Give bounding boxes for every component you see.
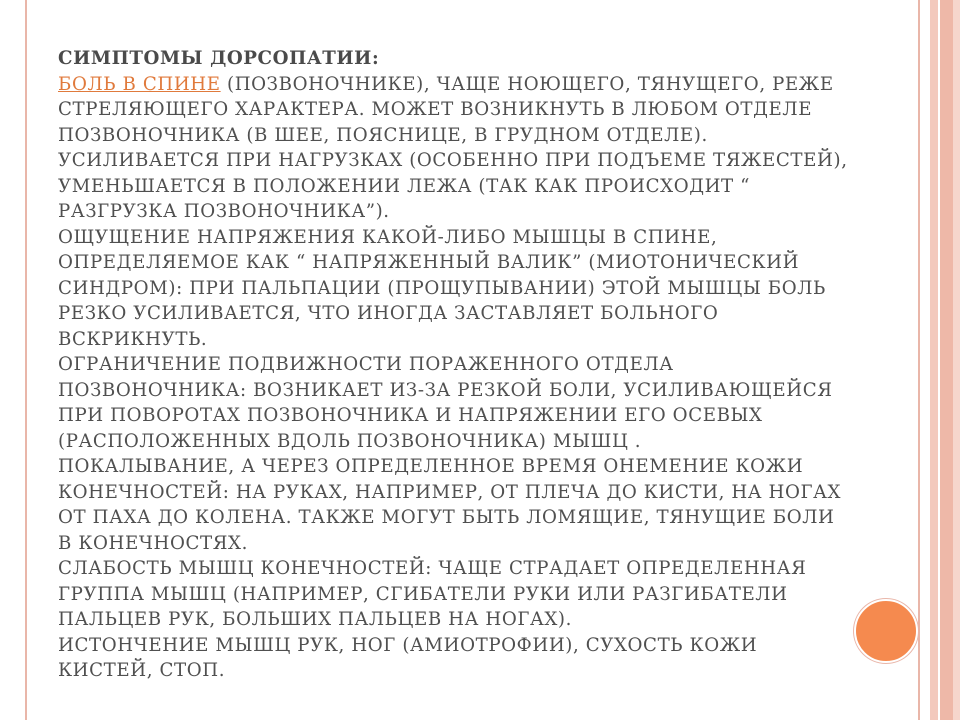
body-lines <box>58 97 908 684</box>
body-line: ВСКРИКНУТЬ. <box>58 328 208 350</box>
decorative-circle <box>854 599 918 663</box>
back-pain-link[interactable]: БОЛЬ В СПИНЕ <box>58 73 221 95</box>
body-line: РЕЗКО УСИЛИВАЕТСЯ, ЧТО ИНОГДА ЗАСТАВЛЯЕТ БОЛЬНОГО <box>58 303 719 324</box>
body-line: ПОЗВОНОЧНИКА: ВОЗНИКАЕТ ИЗ-ЗА РЕЗКОЙ БОЛИ, УСИЛИВАЮЩЕЙСЯ <box>58 379 833 401</box>
left-frame-line <box>25 0 27 720</box>
body-line: СИНДРОМ): ПРИ ПАЛЬПАЦИИ (ПРОЩУПЫВАНИИ) ЭТОЙ МЫШЦЫ БОЛЬ <box>58 277 826 299</box>
body-line: (РАСПОЛОЖЕННЫХ ВДОЛЬ ПОЗВОНОЧНИКА) МЫШЦ . <box>58 430 642 452</box>
right-frame-stripe <box>930 0 938 720</box>
body-line: КИСТЕЙ, СТОП. <box>58 660 226 681</box>
body-line: КОНЕЧНОСТЕЙ: НА РУКАХ, НАПРИМЕР, ОТ ПЛЕЧА ДО КИСТИ, НА НОГАХ <box>58 481 842 503</box>
body-line: ПРИ ПОВОРОТАХ ПОЗВОНОЧНИКА И НАПРЯЖЕНИИ ЕГО ОСЕВЫХ <box>58 405 763 426</box>
body-line: СТРЕЛЯЮЩЕГО ХАРАКТЕРА. МОЖЕТ ВОЗНИКНУТЬ В ЛЮБОМ ОТДЕЛЕ <box>58 99 813 120</box>
body-line: ОТ ПАХА ДО КОЛЕНА. ТАКЖЕ МОГУТ БЫТЬ ЛОМЯЩИЕ, ТЯНУЩИЕ БОЛИ <box>58 507 835 528</box>
first-line-rest: (ПОЗВОНОЧНИКЕ), ЧАЩЕ НОЮЩЕГО, ТЯНУЩЕГО, РЕЖЕ <box>220 73 834 95</box>
body-line: В КОНЕЧНОСТЯХ. <box>58 532 248 554</box>
body-line: ПОЗВОНОЧНИКА (В ШЕЕ, ПОЯСНИЦЕ, В ГРУДНОМ ОТДЕЛЕ). <box>58 124 708 146</box>
body-line: ГРУППА МЫШЦ (НАПРИМЕР, СГИБАТЕЛИ РУКИ ИЛИ РАЗГИБАТЕЛИ <box>58 583 788 605</box>
slide-body <box>58 46 908 684</box>
body-line: ИСТОНЧЕНИЕ МЫШЦ РУК, НОГ (АМИОТРОФИИ), СУХОСТЬ КОЖИ <box>58 634 758 656</box>
right-frame-stripe <box>953 0 960 720</box>
body-line: ПАЛЬЦЕВ РУК, БОЛЬШИХ ПАЛЬЦЕВ НА НОГАХ). <box>58 609 573 630</box>
body-line: ОЩУЩЕНИЕ НАПРЯЖЕНИЯ КАКОЙ-ЛИБО МЫШЦЫ В СПИНЕ, <box>58 226 718 248</box>
body-line: ОГРАНИЧЕНИЕ ПОДВИЖНОСТИ ПОРАЖЕННОГО ОТДЕЛА <box>58 354 674 375</box>
first-line <box>58 72 908 98</box>
body-line: ОПРЕДЕЛЯЕМОЕ КАК “ НАПРЯЖЕННЫЙ ВАЛИК” (МИОТОНИЧЕСКИЙ <box>58 252 800 273</box>
body-line: УМЕНЬШАЕТСЯ В ПОЛОЖЕНИИ ЛЕЖА (ТАК КАК ПРОИСХОДИТ “ <box>58 175 751 197</box>
body-line: ПОКАЛЫВАНИЕ, А ЧЕРЕЗ ОПРЕДЕЛЕННОЕ ВРЕМЯ ОНЕМЕНИЕ КОЖИ <box>58 456 804 477</box>
body-line: РАЗГРУЗКА ПОЗВОНОЧНИКА”). <box>58 201 390 222</box>
body-line: УСИЛИВАЕТСЯ ПРИ НАГРУЗКАХ (ОСОБЕННО ПРИ ПОДЪЕМЕ ТЯЖЕСТЕЙ), <box>58 150 848 171</box>
slide-heading: СИМПТОМЫ ДОРСОПАТИИ: <box>58 48 380 69</box>
body-line: СЛАБОСТЬ МЫШЦ КОНЕЧНОСТЕЙ: ЧАЩЕ СТРАДАЕТ ОПРЕДЕЛЕННАЯ <box>58 558 807 579</box>
right-frame-line <box>918 0 920 720</box>
